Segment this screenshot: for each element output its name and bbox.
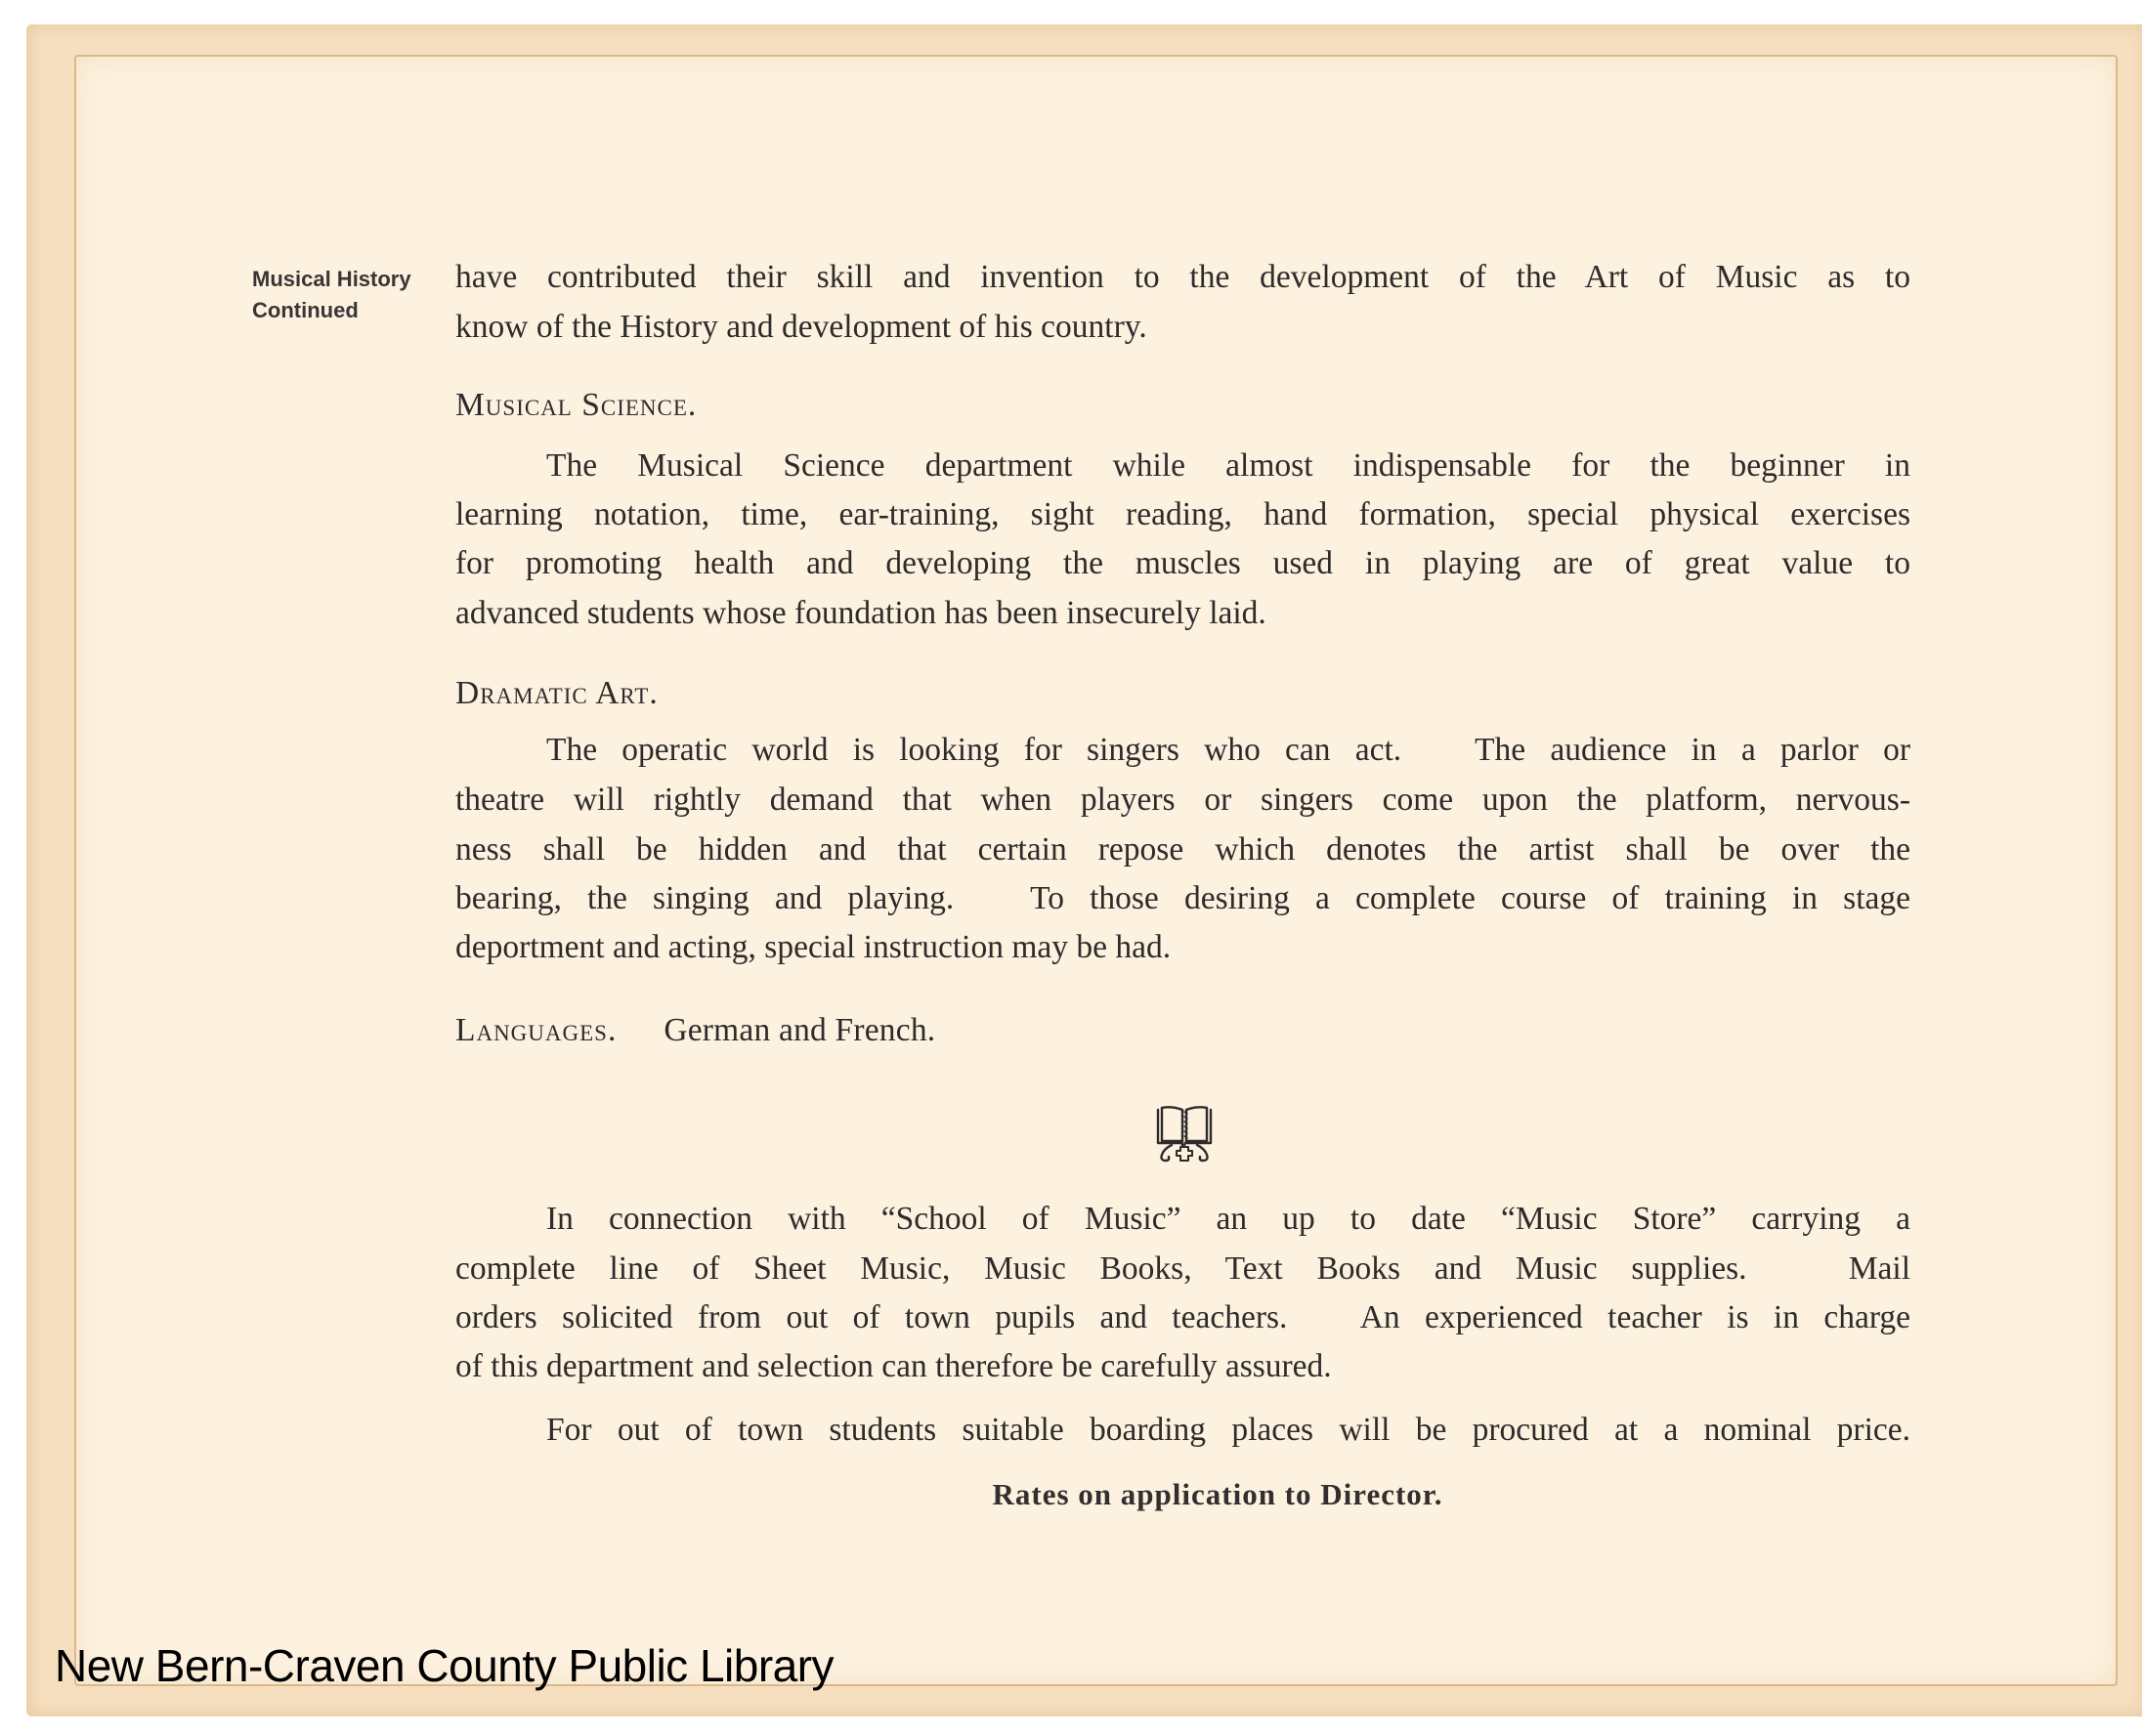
musical-science-heading: Musical Science. — [455, 387, 698, 423]
music-store-line-4: of this department and selection can therefore be carefully assured. — [455, 1348, 1332, 1384]
dramatic-art-line-2: theatre will rightly demand that when players or singers come upon the platform, nervous- — [455, 782, 1910, 818]
margin-note — [252, 264, 411, 326]
music-store-line-2: complete line of Sheet Music, Music Books, Text Books and Music supplies. Mail — [455, 1250, 1910, 1287]
music-store-line-3: orders solicited from out of town pupils and teachers. An experienced teacher is in charge — [455, 1299, 1910, 1335]
languages-heading: Languages. — [455, 1012, 618, 1048]
library-watermark: New Bern-Craven County Public Library — [55, 1640, 835, 1691]
languages-value: German and French. — [664, 1012, 936, 1048]
margin-note-subtitle: Continued — [252, 298, 359, 322]
dramatic-art-line-5: deportment and acting, special instruction may be had. — [455, 929, 1172, 965]
music-store-line-1: In connection with “School of Music” an up to date “Music Store” carrying a — [546, 1201, 1910, 1237]
musical-history-line-2: know of the History and development of his country. — [455, 309, 1147, 345]
dramatic-art-line-3: ness shall be hidden and that certain repose which denotes the artist shall be over the — [455, 831, 1910, 868]
dramatic-art-heading: Dramatic Art. — [455, 675, 659, 711]
musical-science-line-1: The Musical Science department while almost indispensable for the beginner in — [546, 447, 1910, 484]
musical-history-line-1: have contributed their skill and invention to the development of the Art of Music as to — [455, 259, 1910, 295]
musical-science-line-3: for promoting health and developing the muscles used in playing are of great value to — [455, 545, 1910, 581]
dramatic-art-line-4: bearing, the singing and playing. To those desiring a complete course of training in stage — [455, 880, 1910, 916]
open-book-ornament-icon — [1154, 1104, 1215, 1166]
dramatic-art-line-1: The operatic world is looking for singers who can act. The audience in a parlor or — [546, 732, 1910, 768]
languages-row — [455, 1009, 935, 1052]
margin-note-title: Musical History — [252, 267, 411, 291]
musical-science-line-2: learning notation, time, ear-training, sight reading, hand formation, special physical exercises — [455, 496, 1910, 532]
musical-science-line-4: advanced students whose foundation has been insecurely laid. — [455, 595, 1266, 631]
boarding-line: For out of town students suitable boarding places will be procured at a nominal price. — [546, 1412, 1910, 1448]
rates-note: Rates on application to Director. — [992, 1477, 1443, 1511]
